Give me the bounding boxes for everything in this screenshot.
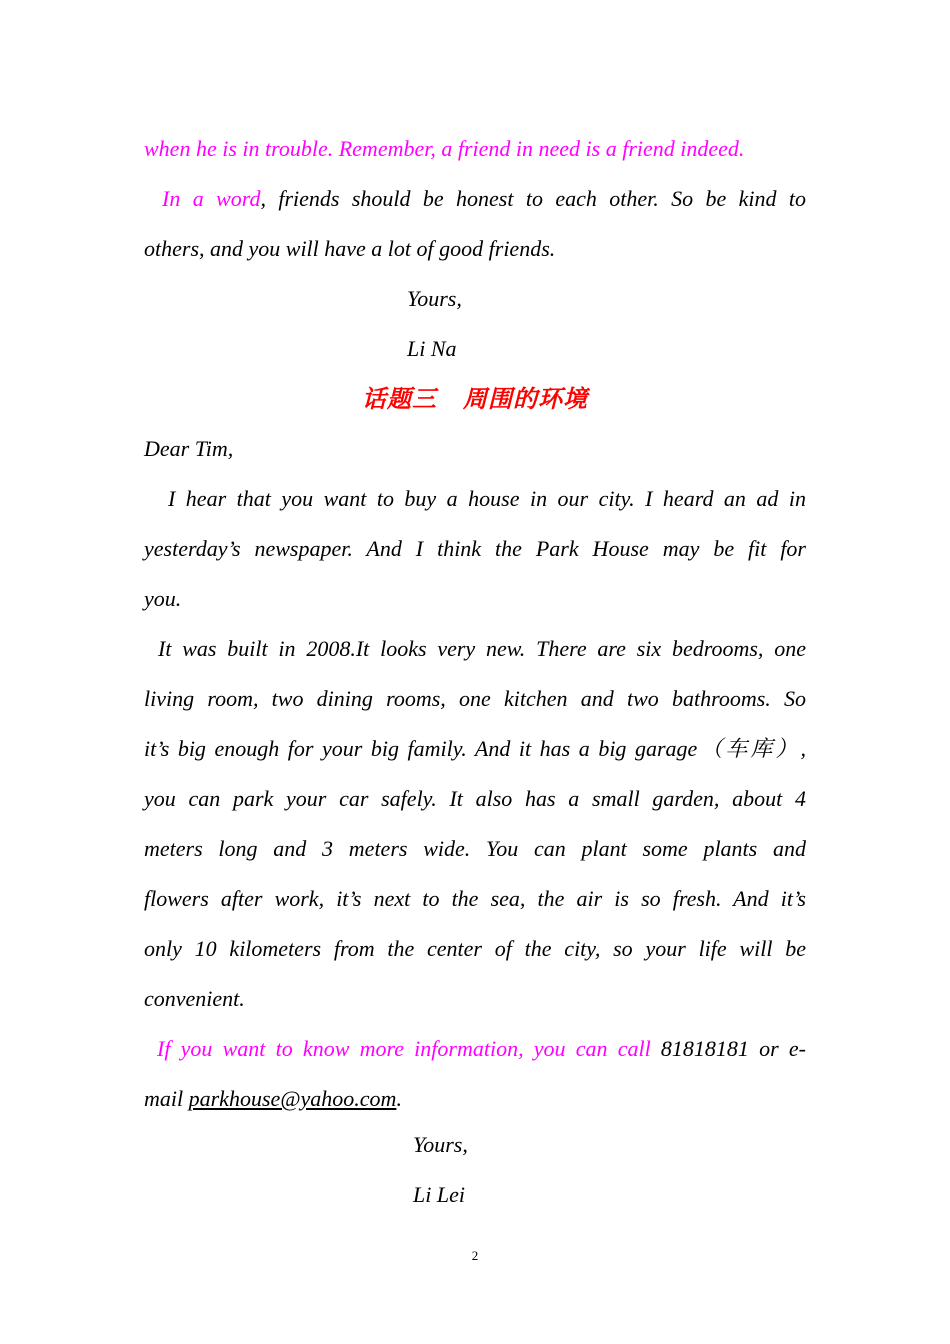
paragraph-2-line-3: it’s big enough for your big family. And it has a big garage（车库）, <box>144 736 806 761</box>
paragraph-2-line-5: meters long and 3 meters wide. You can plant some plants and <box>144 836 806 861</box>
summary-line-1-rest: , friends should be honest to each other. So be kind to <box>260 186 806 211</box>
letter1-signature: Li Na <box>407 336 457 361</box>
paragraph-1-line-1: I hear that you want to buy a house in our city. I heard an ad in <box>168 486 806 511</box>
paragraph-2-line-4: you can park your car safely. It also has a small garden, about 4 <box>144 786 806 811</box>
paragraph-1-line-2: yesterday’s newspaper. And I think the Park House may be fit for <box>144 536 806 561</box>
paragraph-3-line-2 <box>144 1074 806 1124</box>
letter2-signoff: Yours, <box>413 1132 468 1157</box>
document-page <box>144 124 806 1124</box>
paragraph-3-line-1 <box>144 1024 806 1074</box>
summary-intro: In a word <box>162 186 261 211</box>
paragraph-1-line-3: you. <box>144 586 182 611</box>
summary-line-2: others, and you will have a lot of good friends. <box>144 236 556 261</box>
letter2-signature: Li Lei <box>413 1182 465 1207</box>
summary-line-1 <box>144 174 806 224</box>
email-link[interactable]: parkhouse@yahoo.com <box>188 1086 397 1111</box>
email-prefix: mail <box>144 1086 189 1111</box>
paragraph-2-line-7: only 10 kilometers from the center of the city, so your life will be <box>144 936 806 961</box>
paragraph-2-line-8: convenient. <box>144 986 245 1011</box>
topic-heading-label: 话题三 <box>362 385 437 413</box>
paragraph-2-line-1: It was built in 2008.It looks very new. There are six bedrooms, one <box>158 636 806 661</box>
closing-quote-line: when he is in trouble. Remember, a friend in need is a friend indeed. <box>144 136 745 161</box>
contact-highlight: If you want to know more information, you can call <box>157 1036 651 1061</box>
paragraph-2-line-2: living room, two dining rooms, one kitchen and two bathrooms. So <box>144 686 806 711</box>
paragraph-2-line-6: flowers after work, it’s next to the sea, the air is so fresh. And it’s <box>144 886 806 911</box>
contact-phone: 81818181 or e- <box>650 1036 806 1061</box>
email-suffix: . <box>396 1086 402 1111</box>
page-number: 2 <box>471 1248 479 1263</box>
letter1-signature-block <box>144 274 806 374</box>
letter2-greeting: Dear Tim, <box>144 436 234 461</box>
topic-heading-title: 周围的环境 <box>463 385 588 413</box>
letter1-signoff: Yours, <box>407 286 462 311</box>
topic-heading <box>144 374 806 424</box>
